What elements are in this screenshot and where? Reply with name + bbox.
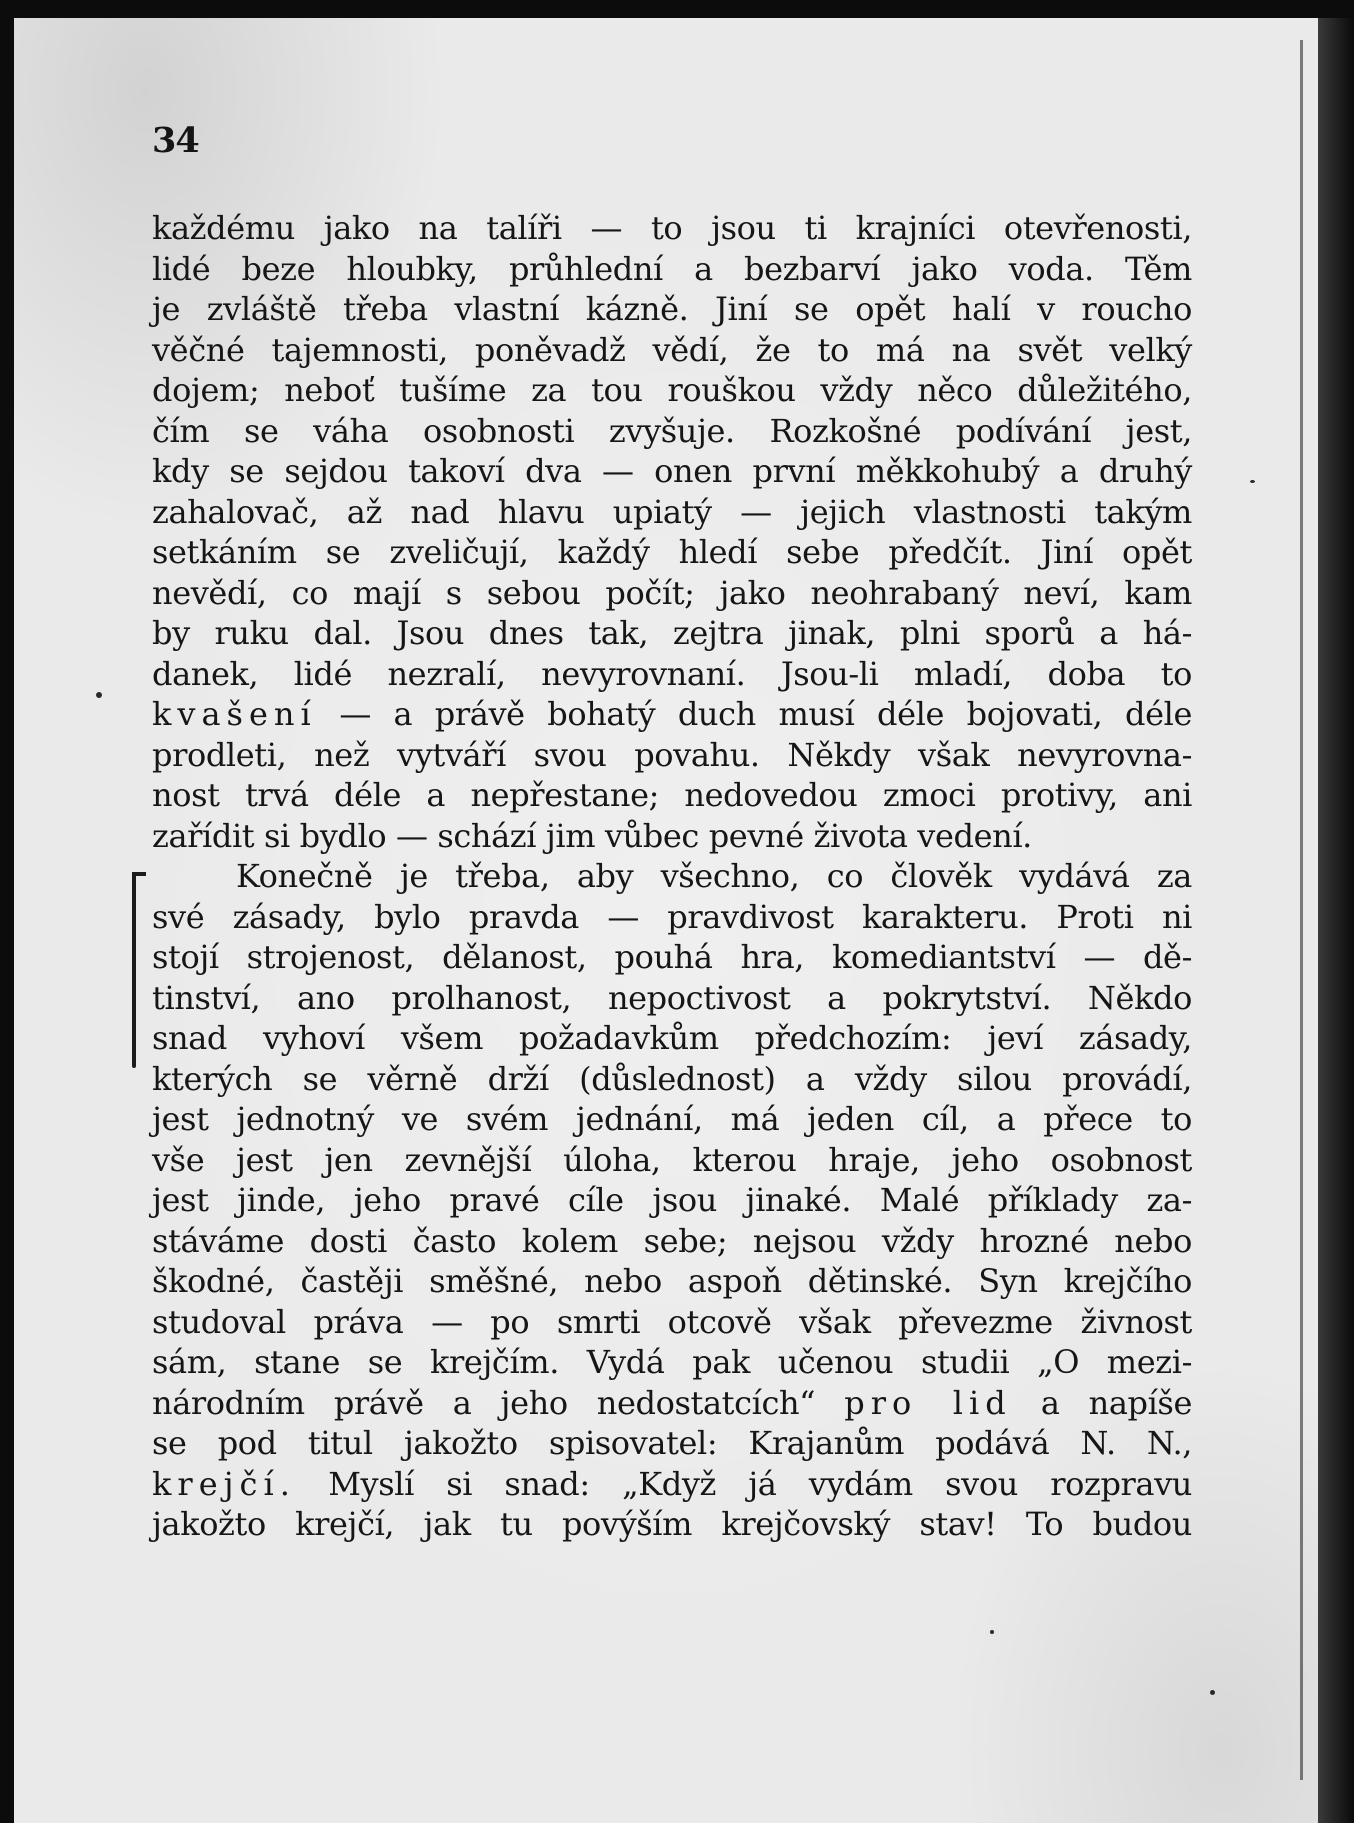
text-line: jest jinde, jeho pravé cíle jsou jinaké. Malé příklady za- — [152, 1181, 1192, 1219]
text-line: lidé beze hloubky, průhlední a bezbarví jako voda. Těm — [152, 249, 1192, 288]
text-line: každému jako na talíři — to jsou ti krajníci otevřenosti, — [152, 209, 1192, 247]
text-line: danek, lidé nezralí, nevyrovnaní. Jsou-li mladí, doba to — [152, 654, 1192, 693]
text-line — [152, 1464, 1192, 1505]
spaced-word: pro lid — [844, 1383, 1012, 1422]
text-fragment: národním právě a jeho nedostatcích“ — [152, 1383, 816, 1422]
margin-pencil-mark-tick — [132, 872, 146, 876]
paragraph-end-line: zařídit si bydlo — schází jim vůbec pevné života vedení. — [152, 816, 1032, 855]
text-line: nost trvá déle a nepřestane; nedovedou zmoci protivy, ani — [152, 776, 1192, 814]
text-line: dojem; neboť tušíme za tou rouškou vždy něco důležitého, — [152, 371, 1192, 409]
text-line: se pod titul jakožto spisovatel: Krajanům podává N. N., — [152, 1424, 1192, 1462]
spaced-word: krejčí. — [152, 1464, 296, 1503]
text-line: snad vyhoví všem požadavkům předchozím: jeví zásady, — [152, 1019, 1192, 1057]
page-number: 34 — [152, 120, 199, 161]
text-line: setkáním se zveličují, každý hledí sebe předčít. Jiní opět — [152, 533, 1192, 571]
text-line — [152, 694, 1192, 735]
body-text — [152, 208, 1192, 1545]
text-line: kdy se sejdou takoví dva — onen první měkkohubý a druhý — [152, 452, 1192, 490]
paragraph-first-line: Konečně je třeba, aby všechno, co člověk vydává za — [236, 857, 1192, 895]
text-line: nevědí, co mají s sebou počít; jako neohrabaný neví, kam — [152, 573, 1192, 612]
text-fragment: Myslí si snad: „Když já vydám svou rozpravu — [328, 1464, 1192, 1503]
print-speck — [1210, 1690, 1215, 1695]
print-speck — [990, 1630, 994, 1634]
text-line: tinství, ano prolhanost, nepoctivost a pokrytství. Někdo — [152, 978, 1192, 1017]
page-edge-line — [1300, 40, 1303, 1780]
text-line: kterých se věrně drží (důslednost) a vždy silou provádí, — [152, 1059, 1192, 1098]
print-speck — [96, 692, 102, 698]
spaced-word: kvašení — [152, 695, 317, 733]
text-line: studoval práva — po smrti otcově však převezme živnost — [152, 1302, 1192, 1341]
text-line: zahalovač, až nad hlavu upiatý — jejich vlastnosti takým — [152, 492, 1192, 531]
margin-pencil-mark — [132, 872, 136, 1068]
text-line: prodleti, než vytváří svou povahu. Někdy však nevyrovna- — [152, 735, 1192, 774]
page-edge-shadow — [1318, 18, 1354, 1823]
text-line: by ruku dal. Jsou dnes tak, zejtra jinak, plni sporů a há- — [152, 614, 1192, 652]
text-line: své zásady, bylo pravda — pravdivost karakteru. Proti ni — [152, 897, 1192, 936]
text-line: věčné tajemnosti, poněvadž vědí, že to má na svět velký — [152, 330, 1192, 369]
text-fragment: — a právě bohatý duch musí déle bojovati, déle — [339, 695, 1192, 733]
text-line: je zvláště třeba vlastní kázně. Jiní se opět halí v roucho — [152, 290, 1192, 328]
text-line: jest jednotný ve svém jednání, má jeden cíl, a přece to — [152, 1100, 1192, 1138]
text-line: škodné, častěji směšné, nebo aspoň dětinské. Syn krejčího — [152, 1262, 1192, 1300]
text-line: stáváme dosti často kolem sebe; nejsou vždy hrozné nebo — [152, 1221, 1192, 1260]
text-line: jakožto krejčí, jak tu povýším krejčovský stav! To budou — [152, 1505, 1192, 1543]
text-line — [152, 1383, 1192, 1424]
text-line: čím se váha osobnosti zvyšuje. Rozkošné podívání jest, — [152, 411, 1192, 450]
text-line: stojí strojenost, dělanost, pouhá hra, komediantství — dě- — [152, 938, 1192, 976]
print-speck — [1250, 480, 1255, 483]
text-line: sám, stane se krejčím. Vydá pak učenou studii „O mezi- — [152, 1343, 1192, 1381]
text-fragment: a napíše — [1040, 1383, 1192, 1422]
text-line: vše jest jen zevnější úloha, kterou hraje, jeho osobnost — [152, 1140, 1192, 1179]
